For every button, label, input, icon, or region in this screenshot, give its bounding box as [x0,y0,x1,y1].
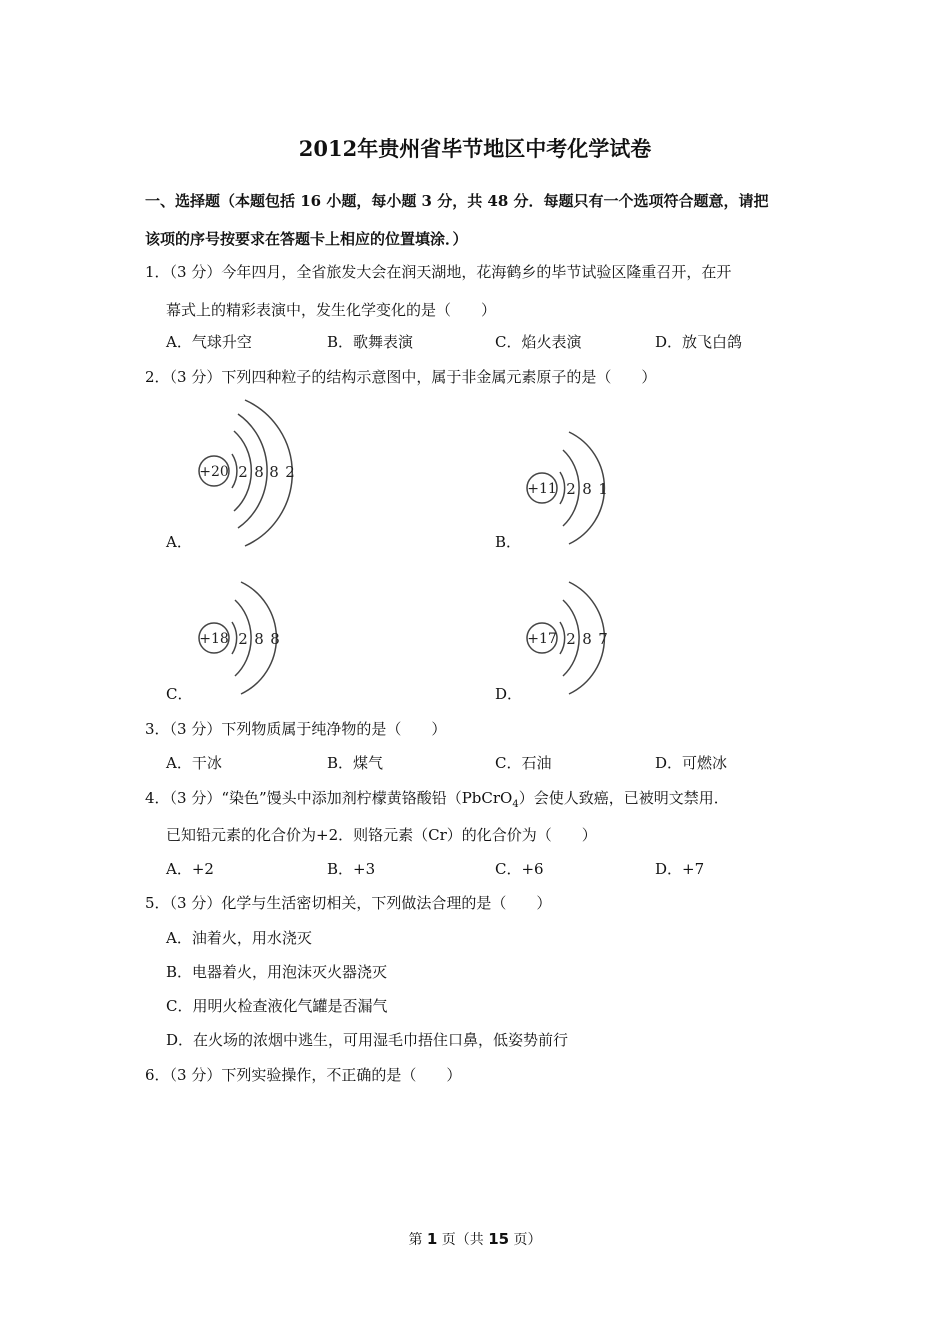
q6-stem-line-1: 6．（3 分）下列实验操作，不正确的是（ ） [145,1066,462,1084]
atom-c-nucleus: +18 [199,631,229,647]
atom-d-shell-3: 7 [598,630,608,648]
q3-option-a: A．干冰 [166,754,222,772]
atom-d-nucleus: +17 [527,631,557,647]
atom-b-shell-2: 8 [582,480,592,498]
q3-option-c: C．石油 [495,754,552,772]
q4-stem-part-2: ）会使人致癌，已被明文禁用． [518,789,729,807]
atom-b-nucleus: +11 [527,481,557,497]
atom-c-shell-3: 8 [270,630,280,648]
q1-option-d: D．放飞白鸽 [655,333,743,351]
q4-option-d: D．+7 [655,860,705,878]
section-heading-line-2: 该项的序号按要求在答题卡上相应的位置填涂．） [145,230,468,248]
q4-option-c: C．+6 [495,860,544,878]
atom-a-shell-1: 2 [238,463,248,481]
q1-option-b: B．歌舞表演 [327,333,414,351]
q3-option-b: B．煤气 [327,754,384,772]
q2-option-b: B． [495,533,522,551]
atom-diagram-c [195,580,287,698]
atom-d-shell-2: 8 [582,630,592,648]
atom-diagram-b [523,430,615,548]
q1-stem-line-1: 1．（3 分）今年四月，全省旅发大会在润天湖地，花海鹤乡的毕节试验区隆重召开，在开 [145,263,732,281]
footer-total-pages: 15 [488,1230,510,1248]
atom-a-nucleus: +20 [199,464,229,480]
atom-b-shell-3: 1 [598,480,608,498]
atom-diagram-d [523,580,615,698]
q4-formula-subscript: 4 [512,799,519,810]
page-title: 2012年贵州省毕节地区中考化学试卷 [298,136,652,161]
q1-stem-line-2: 幕式上的精彩表演中，发生化学变化的是（ ） [166,301,497,319]
footer-prefix: 第 [408,1232,427,1248]
footer-suffix: 页） [509,1232,542,1248]
q4-option-a: A．+2 [166,860,214,878]
q5-stem-line-1: 5．（3 分）化学与生活密切相关，下列做法合理的是（ ） [145,894,552,912]
q3-stem-line-1: 3．（3 分）下列物质属于纯净物的是（ ） [145,720,447,738]
q5-option-b: B．电器着火，用泡沫灭火器浇灭 [166,963,388,981]
atom-b-shell-1: 2 [566,480,576,498]
q2-stem-line-1: 2．（3 分）下列四种粒子的结构示意图中，属于非金属元素原子的是（ ） [145,368,657,386]
q1-option-a: A．气球升空 [166,333,252,351]
q4-stem-part-1: 4．（3 分）“染色”馒头中添加剂柠檬黄铬酸铅（PbCrO [145,789,513,807]
q5-option-c: C．用明火检查液化气罐是否漏气 [166,997,388,1015]
q4-option-b: B．+3 [327,860,376,878]
atom-a-shell-3: 8 [269,463,279,481]
section-heading-line-1: 一、选择题（本题包括 16 小题，每小题 3 分，共 48 分．每题只有一个选项符合题意，请把 [145,192,769,210]
q5-option-a: A．油着火，用水浇灭 [166,929,312,947]
q4-stem-line-1 [145,787,729,810]
q2-option-a: A． [166,533,192,551]
atom-d-shell-1: 2 [566,630,576,648]
atom-a-shell-4: 2 [285,463,295,481]
atom-diagram-a [195,398,305,550]
page-footer [0,1229,950,1249]
q3-option-d: D．可燃冰 [655,754,728,772]
atom-c-shell-1: 2 [238,630,248,648]
q1-option-c: C．焰火表演 [495,333,582,351]
q2-option-d: D． [495,685,523,703]
q5-option-d: D．在火场的浓烟中逃生，可用湿毛巾捂住口鼻，低姿势前行 [166,1031,569,1049]
footer-middle: 页（共 [437,1232,489,1248]
atom-c-shell-2: 8 [254,630,264,648]
q2-option-c: C． [166,685,193,703]
atom-a-shell-2: 8 [254,463,264,481]
footer-page-number: 1 [426,1230,438,1248]
q4-stem-line-2: 已知铅元素的化合价为+2．则铬元素（Cr）的化合价为（ ） [166,826,597,844]
